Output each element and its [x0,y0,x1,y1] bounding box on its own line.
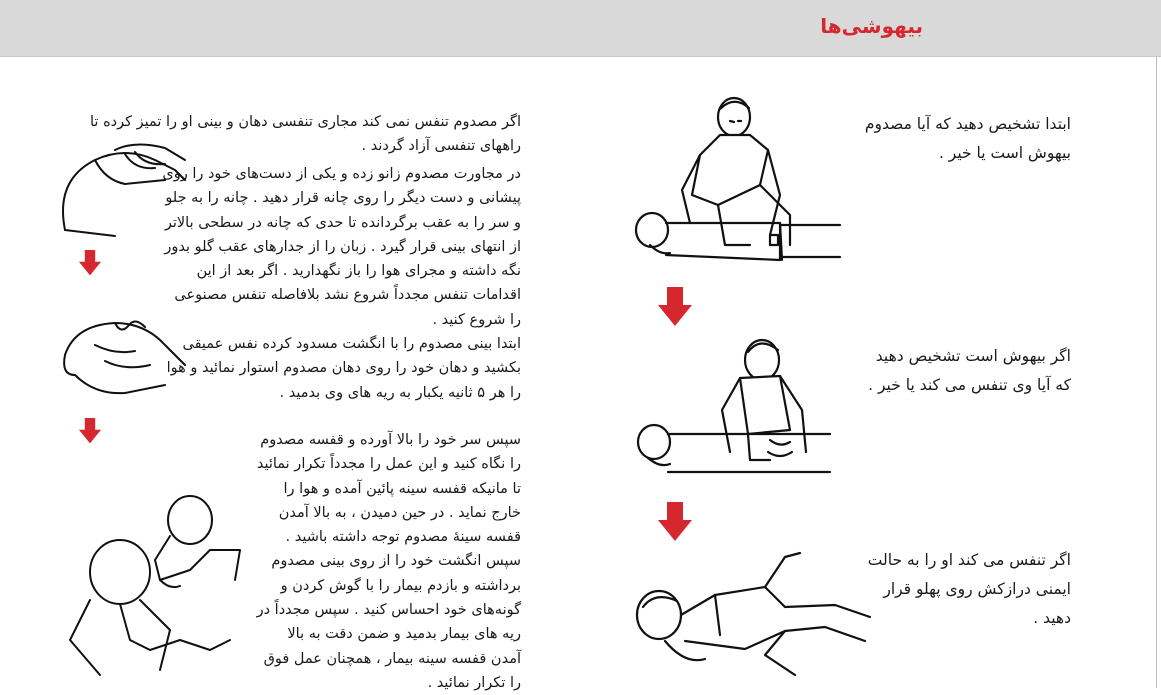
mouth-to-mouth-icon [60,490,250,680]
step-2-text: اگر بیهوش است تشخیص دهید که آیا وی تنفس می کند یا خیر . [868,347,1071,394]
page-title: بیهوشی‌ها [820,14,923,38]
arrow-down-icon [657,287,693,327]
step-3-text: اگر تنفس می کند او را به حالت ایمنی درازکش روی پهلو قرار دهید . [867,551,1071,627]
arrow-down-icon [78,418,102,444]
rescuer-checking-breathing-icon [630,330,845,490]
page-border [1156,56,1157,688]
step-1-text: ابتدا تشخیص دهید که آیا مصدوم بیهوش است یا خیر . [864,115,1071,162]
page-header [0,0,1161,57]
arrow-down-icon [657,502,693,542]
instruction-paragraph-4: سپس سر خود را بالا آورده و قفسه مصدوم را نگاه کنید و این عمل را مجدداً تکرار نمائید تا مانیکه قفسه سینه پائین آمده و هوا را خارج نماید . در حین دمیدن ، به بالا آمدن قفسه سینهٔ مصدوم توجه داشته باشید . سپس انگشت خود را از روی بینی مصدوم برداشته و بازدم بیمار را با گوش کردن و گونه‌های خود احساس کنید . سپس مجدداً در ریه های بیمار بدمید و ضمن دقت به بالا آمدن قفسه سینه بیمار ، همچنان عمل فوق را تکرار نمائید . [256,432,521,691]
instruction-paragraph-3: ابتدا بینی مصدوم را با انگشت مسدود کرده نفس عمیقی بکشید و دهان خود را روی دهان مصدوم استوار نمائید و هوا را هر ۵ ثانیه یکبار به ریه های وی بدمید . [166,336,521,401]
instruction-paragraph-2: در مجاورت مصدوم زانو زده و یکی از دست‌های خود را روی پیشانی و دست دیگر را روی چانه قرار دهید . چانه را به جلو و سر را به عقب برگردانده تا حدی که چانه در سطحی بالاتر از انتهای بینی قرار گیرد . زبان را از جدارهای عقب گلو بدور نگه داشته و مجرای هوا را باز نگهدارید . اگر بعد از این اقدامات تنفس مجدداً شروع نشد بلافاصله تنفس مصنوعی را شروع کنید . [162,166,521,328]
recovery-position-icon [625,545,875,685]
pinch-nose-icon [55,315,190,415]
head-tilt-chin-lift-icon [55,140,195,240]
instruction-paragraph-1: اگر مصدوم تنفس نمی کند مجاری تنفسی دهان و بینی او را تمیز کرده تا راههای تنفسی آزاد گردند . [90,114,521,155]
arrow-down-icon [78,250,102,276]
kneeling-rescuer-checking-icon [630,95,845,275]
